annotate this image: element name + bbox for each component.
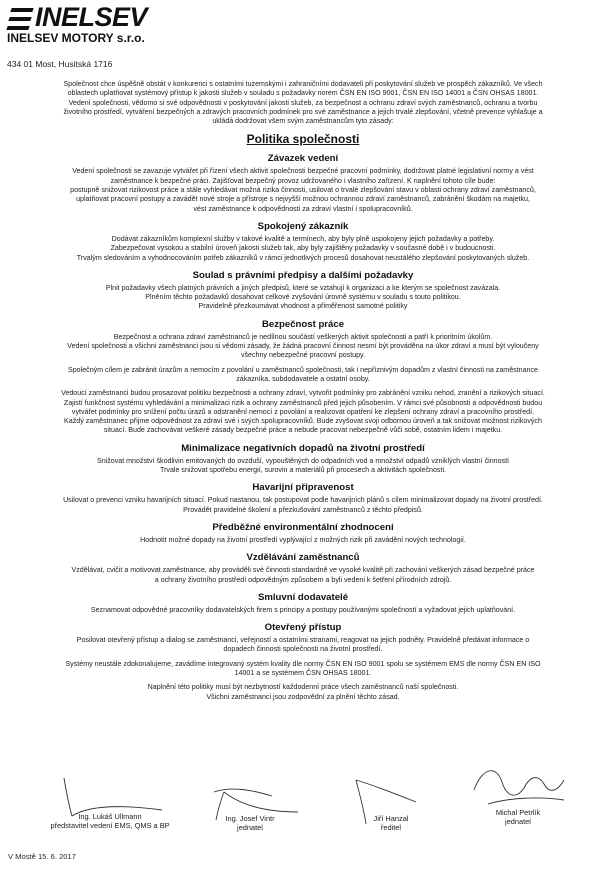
policy-section xyxy=(6,622,600,702)
logo-wordmark: INELSEV xyxy=(35,2,148,32)
signatory-role: jednatel xyxy=(505,817,531,826)
section-text-line: Zajistí funkčnost systému vyhledávání a minimalizaci rizik a ochrany zaměstnanců před jejich působením. V rámci své působnosti a odpovědnosti budou xyxy=(63,398,543,407)
section-text-line: Vedoucí zaměstnanci budou prosazovat politiku bezpečnosti a ochrany zdraví, vytvořit podmínky pro zabránění vzniku nehod, zranění a rizikových situací. xyxy=(61,389,545,398)
section-text-line: Bezpečnost a ochrana zdraví zaměstnanců je nedílnou součástí veškerých aktivit společnosti a patří k prioritním úkolům. xyxy=(113,332,493,341)
signature-vintr xyxy=(205,814,295,832)
signatory-name: Michal Petrlík xyxy=(495,808,541,817)
signatory-name: Ing. Lukáš Ullmann xyxy=(78,812,142,821)
intro-paragraph xyxy=(6,80,600,126)
section-text-line: Plněním těchto požadavků dosahovat celkové zvyšování úrovně systému v souladu s touto politikou. xyxy=(145,293,461,302)
section-heading: Spokojený zákazník xyxy=(257,220,349,232)
policy-section xyxy=(6,443,600,476)
policy-section xyxy=(6,592,600,615)
section-text-line: Posilovat otevřený přístup a dialog se zaměstnanci, veřejností a ostatními stranami, reagovat na jejich podněty. Pravidelně předávat informace o xyxy=(76,636,530,645)
signature-hanzal xyxy=(356,814,426,832)
section-text-line: Trvale snižovat spotřebu energií, surovin a materiálů při procesech a aktivitách společnosti. xyxy=(160,466,446,475)
section-text-line: Provádět pravidelné školení a přezkušování zaměstnanců z těchto předpisů. xyxy=(183,505,423,514)
document-date: V Mostě 15. 6. 2017 xyxy=(8,852,76,861)
signatory-role: jednatel xyxy=(237,823,263,832)
signatory-name: Jiří Hanzal xyxy=(373,814,409,823)
section-text-line: Trvalým sledováním a vyhodnocováním potřeb zákazníků v rámci jednotlivých procesů dosahovat neustálého zlepšování poskytovaných služeb. xyxy=(76,253,530,262)
policy-section xyxy=(6,319,600,436)
section-text-line: Snižovat množství škodlivin emitovaných do ovzduší, vypouštěných do odpadních vod a množství odpadů vzniklých vlastní činností xyxy=(96,456,510,465)
section-text-line: Každý zaměstnanec přijme odpovědnost za zdraví své i svých spolupracovníků. Bude zvyšovat svoji odbornou úroveň a tak snižovat možnost rizikových xyxy=(64,417,542,426)
section-text-line: Hodnotit možné dopady na životní prostředí vyplývající z možných rizik při zavádění nových technologií. xyxy=(140,535,466,544)
logo-stripes-icon xyxy=(7,8,33,30)
policy-section xyxy=(6,522,600,545)
policy-section xyxy=(6,482,600,515)
section-heading: Havarijní připravenost xyxy=(252,482,354,494)
intro-line: Vedení společnosti, vědomo si své odpovědnosti v poskytování jakosti služeb, za bezpečnost a ochranu zdraví svých zaměstnanců, ochranu a tvorbu xyxy=(68,98,538,107)
intro-line: oblastech uplatňovat systémový přístup k jakosti služeb v souladu s požadavky norem ČSN EN ISO 9001, ČSN EN ISO 14001 a ČSN OHSAS 18001. xyxy=(67,89,539,98)
section-text-line: zákazníka, subdodavatele a ostatní osoby. xyxy=(236,374,370,383)
section-text-line: Usilovat o prevenci vzniku havarijních situací. Pokud nastanou, tak postupovat podle havarijních plánů s cílem minimalizovat dopady na životní prostředí. xyxy=(63,496,543,505)
signatory-name: Ing. Josef Vintr xyxy=(225,814,275,823)
section-text-line: Zabezpečovat vysokou a stabilní úroveň jakosti služeb tak, aby byly zajištěny požadavky v současné době i v budoucnosti. xyxy=(110,244,496,253)
company-address: 434 01 Most, Husitská 1716 xyxy=(7,59,113,69)
signature-petrlik xyxy=(478,808,558,826)
section-text-line: Seznamovat odpovědné pracovníky dodavatelských firem s principy a postupy používanými společností a vyžadovat jejich uplatňování. xyxy=(90,605,516,614)
company-logo xyxy=(7,4,247,48)
section-text-line: Plnit požadavky všech platných právních a jiných předpisů, které se vztahují k organizaci a ke kterým se společnost zavázala. xyxy=(105,283,501,292)
section-text-line: vést zaměstnance k odpovědnosti za zdraví vlastní i spolupracovníků. xyxy=(193,204,413,213)
section-text-line: vytvářet podmínky pro snížení počtu úrazů a odstranění nemocí z povolání a realizovat opatření ke zlepšení ochrany zdraví a pracovního prostředí. xyxy=(71,407,535,416)
section-heading: Otevřený přístup xyxy=(264,622,342,634)
section-text-line: Všichni zaměstnanci jsou zodpovědní za plnění těchto zásad. xyxy=(206,692,400,701)
policy-section xyxy=(6,552,600,585)
section-text-line: Vedení společnosti a všichni zaměstnanci jsou si vědomi zásady, že žádná pracovní činnost nesmí být prováděna na úkor zdraví a musí být vyloučeny xyxy=(67,342,539,351)
section-heading: Předběžné environmentální zhodnocení xyxy=(212,521,394,533)
section-heading: Smluvní dodavatelé xyxy=(257,591,349,603)
intro-line: životního prostředí, vytváření bezpečných a zdravých pracovních podmínek pro své zaměstnance a jejich trvalé zlepšování, včetně prevence vyhlašuje a xyxy=(63,107,543,116)
section-heading: Vzdělávání zaměstnanců xyxy=(246,552,360,564)
section-text-line: Vedení společnosti se zavazuje vytvářet při řízení všech aktivit společnosti bezpečné pracovní podmínky, dodržovat platné legislativní normy a vést xyxy=(72,167,534,176)
section-text-line: Dodávat zákazníkům komplexní služby v takové kvalitě a termínech, aby byly plně uspokojeny jejich požadavky a potřeby. xyxy=(111,234,495,243)
section-text-line: všechny nebezpečné pracovní postupy. xyxy=(240,351,366,360)
policy-section xyxy=(6,221,600,263)
section-text-line: Systémy neustále zdokonalujeme, zavádíme integrovaný systém kvality dle normy ČSN EN ISO 9001 spolu se systémem EMS dle normy ČSN EN ISO xyxy=(65,659,541,668)
signature-ullmann xyxy=(40,812,180,830)
intro-line: ukládá dodržovat všem svým zaměstnancům tyto zásady: xyxy=(212,117,394,126)
section-text-line: Společným cílem je zabránit úrazům a nemocím z povolání u zaměstnanců společnosti, tak i nepříznivým dopadům z vlastní činnosti na zaměstnance xyxy=(68,365,538,374)
section-text-line: Naplnění této politiky musí být nezbytností každodenní práce všech zaměstnanců naší společnosti. xyxy=(147,683,459,692)
document-body xyxy=(6,80,600,702)
policy-section xyxy=(6,270,600,312)
section-heading: Minimalizace negativních dopadů na životní prostředí xyxy=(181,442,425,454)
section-text-line: a ochrany životního prostředí odpovědným způsobem a byli vedeni k šetření přírodních zdrojů. xyxy=(154,575,452,584)
intro-line: Společnost chce úspěšně obstát v konkurenci s ostatními tuzemskými i zahraničními dodavateli při poskytování služeb ve prospěch zákazníků. Ve všech xyxy=(63,80,543,88)
section-text-line: Vzdělávat, cvičit a motivovat zaměstnance, aby prováděli své činnosti standardně ve vysoké kvalitě při zachování veškerých zásad bezpečné práce xyxy=(71,566,535,575)
section-text-line: uplatňovat pracovní postupy a zavádět nové stroje a přístroje s nejvyšší možnou ochrannou zdraví zaměstnanců, zabránění škodám na majetku, xyxy=(76,195,530,204)
signatory-role: představitel vedení EMS, QMS a BP xyxy=(50,821,170,830)
section-text-line: Pravidelně přezkoumávat vhodnost a přiměřenost samotné politiky xyxy=(198,302,408,311)
policy-title: Politika společnosti xyxy=(246,132,360,147)
company-name: INELSEV MOTORY s.r.o. xyxy=(7,31,145,45)
section-heading: Soulad s právními předpisy a dalšími požadavky xyxy=(192,269,414,281)
section-text-line: situací. Bude zachovávat veškeré zásady bezpečné práce a nebude pracovat nebezpečně vůči sobě, ostatním lidem i majetku. xyxy=(103,426,503,435)
section-heading: Bezpečnost práce xyxy=(261,318,345,330)
section-text-line: dopadech činnosti společnosti na životní prostředí. xyxy=(223,645,383,654)
policy-sections xyxy=(6,153,600,701)
signature-scribble-petrlik xyxy=(468,760,568,810)
section-text-line: zaměstnance k bezpečné práci. Zajišťovat bezpečný provoz udržovaného i vlastního zařízení. K naplnění tohoto cíle bude: xyxy=(110,176,496,185)
signatory-role: ředitel xyxy=(380,823,402,832)
section-heading: Závazek vedení xyxy=(267,153,339,165)
section-text-line: 14001 a se systémem ČSN OHSAS 18001. xyxy=(234,668,372,677)
policy-section xyxy=(6,153,600,213)
section-text-line: postupně snižovat rizikovost práce a stále vyhledávat možná rizika činnosti, usilovat o trvalé zlepšování stavu v oblasti ochrany zdraví zaměstnanců, xyxy=(70,186,536,195)
